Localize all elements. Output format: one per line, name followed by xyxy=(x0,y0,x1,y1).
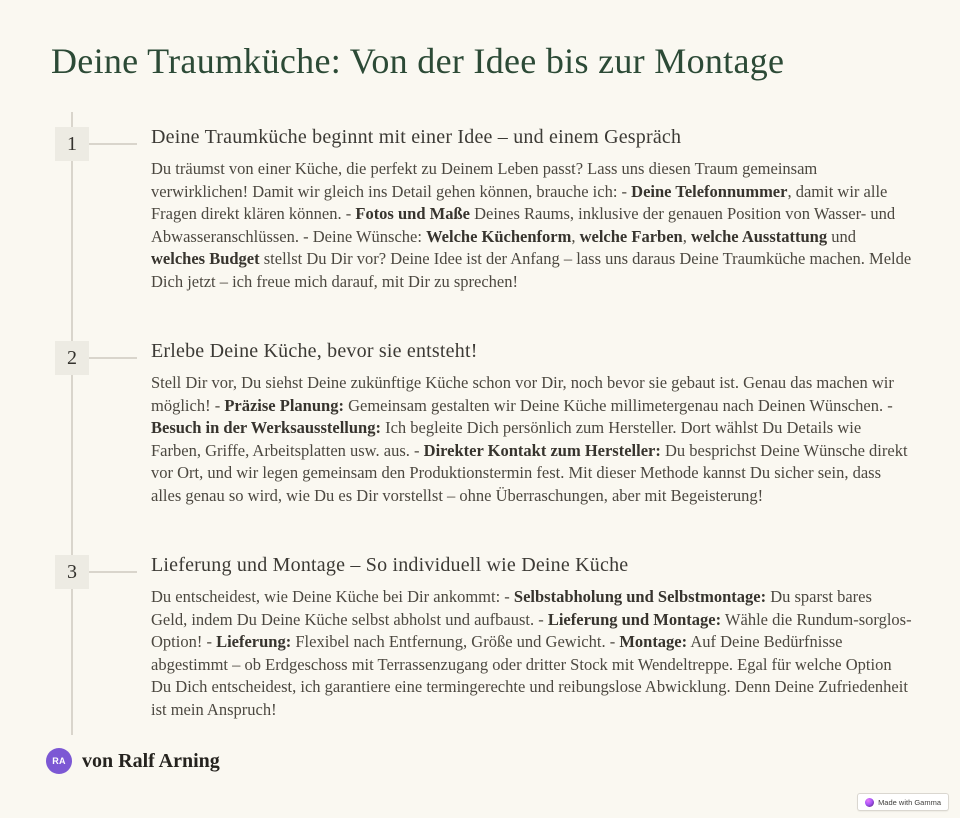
byline-row xyxy=(46,748,220,774)
badge-label: Made with Gamma xyxy=(878,797,941,807)
step-1-heading: Deine Traumküche beginnt mit einer Idee – und einem Gespräch xyxy=(151,126,682,148)
step-3-body: Du entscheidest, wie Deine Küche bei Dir ankommt: - Selbstabholung und Selbstmontage: Du sparst bares Geld, indem Du Deine Küche selbst abholst und aufbaust. - Lieferung und Montage: Wähle die Rundum-sorglos-Option! - Lieferung: Flexibel nach Entfernung, Größe und Gewicht. - Montage: Auf Deine Bedürfnisse abgestimmt – ob Erdgeschoss mit Terrassenzugang oder dritter Stock mit Wendeltreppe. Egal für welche Option Du Dich entscheidest, ich garantiere eine termingerechte und reibungslose Abwicklung. Denn Deine Zufriedenheit ist mein Anspruch! xyxy=(151,587,912,719)
step-2-marker: 2 xyxy=(55,341,89,375)
step-2-connector-line xyxy=(89,357,137,359)
step-3-marker: 3 xyxy=(55,555,89,589)
gamma-logo-icon xyxy=(865,798,874,807)
author-avatar: RA xyxy=(46,748,72,774)
step-3-connector-line xyxy=(89,571,137,573)
step-2-heading: Erlebe Deine Küche, bevor sie entsteht! xyxy=(151,340,478,362)
step-2-body: Stell Dir vor, Du siehst Deine zukünftige Küche schon vor Dir, noch bevor sie gebaut ist. Genau das machen wir möglich! - Präzise Planung: Gemeinsam gestalten wir Deine Küche millimetergenau nach Deinen Wünschen. - Besuch in der Werksausstellung: Ich begleite Dich persönlich zum Hersteller. Dort wählst Du Details wie Farben, Griffe, Arbeitsplatten usw. aus. - Direkter Kontakt zum Hersteller: Du besprichst Deine Wünsche direkt vor Ort, und wir legen gemeinsam den Produktionstermin fest. Mit dieser Methode kannst Du sicher sein, dass alles genau so wird, wie Du es Dir vorstellst – ohne Überraschungen, aber mit Begeisterung! xyxy=(151,373,908,505)
step-3-heading: Lieferung und Montage – So individuell wie Deine Küche xyxy=(151,554,629,576)
made-with-gamma-badge[interactable] xyxy=(857,793,949,811)
step-1-connector-line xyxy=(89,143,137,145)
timeline-vertical-line xyxy=(71,112,73,735)
byline-text: von Ralf Arning xyxy=(82,749,220,772)
step-1-body: Du träumst von einer Küche, die perfekt zu Deinem Leben passt? Lass uns diesen Traum gemeinsam verwirklichen! Damit wir gleich ins Detail gehen können, brauche ich: - Deine Telefonnummer, damit wir alle Fragen direkt klären können. - Fotos und Maße Deines Raums, inklusive der genauen Position von Wasser- und Abwasseranschlüssen. - Deine Wünsche: Welche Küchenform, welche Farben, welche Ausstattung und welches Budget stellst Du Dir vor? Deine Idee ist der Anfang – lass uns daraus Deine Traumküche machen. Melde Dich jetzt – ich freue mich darauf, mit Dir zu sprechen! xyxy=(151,159,912,291)
page-title: Deine Traumküche: Von der Idee bis zur Montage xyxy=(51,41,785,81)
step-1-marker: 1 xyxy=(55,127,89,161)
